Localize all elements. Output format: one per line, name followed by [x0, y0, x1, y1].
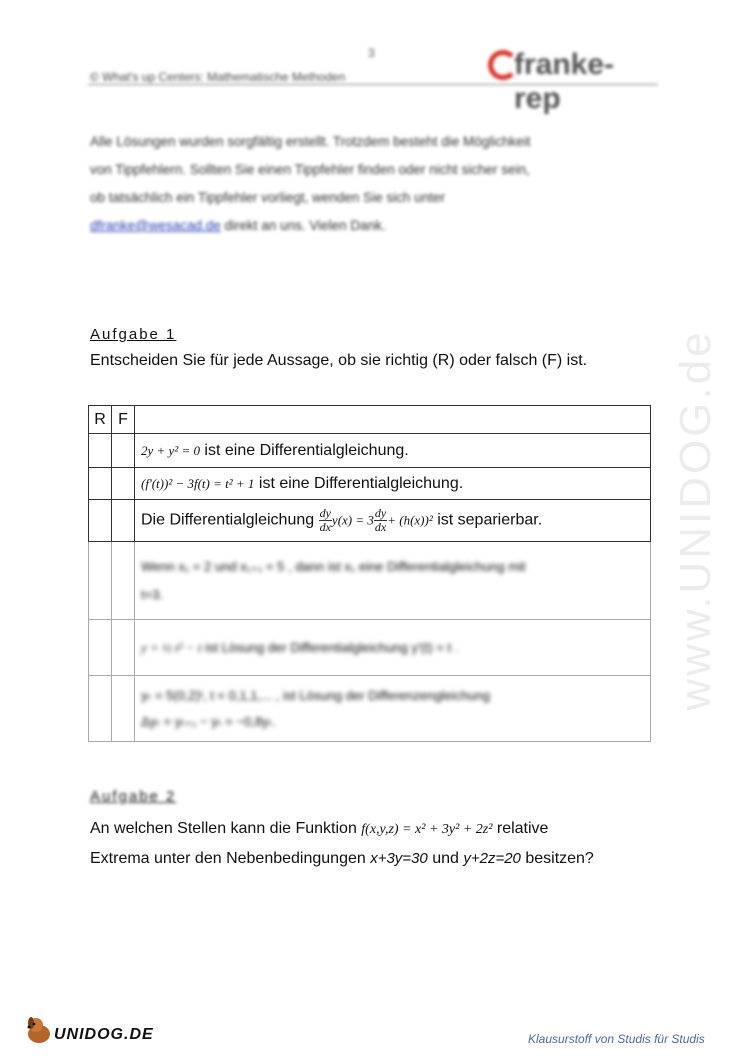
answer-cell-f[interactable] — [112, 434, 135, 468]
page-number: 3 — [368, 46, 375, 60]
intro-line: direkt an uns. Vielen Dank. — [220, 218, 386, 233]
table-row — [89, 542, 651, 620]
intro-line: ob tatsächlich ein Tippfehler vorliegt, wenden Sie sich unter — [90, 190, 445, 205]
task2-line2: Extrema unter den Nebenbedingungen x+3y=30 und y+2z=20 besitzen? — [90, 850, 594, 867]
answer-cell-r[interactable] — [89, 500, 112, 542]
statement-cell: 2y + y² = 0 ist eine Differentialgleichung. — [135, 434, 651, 468]
footer-brand: UNIDOG.DE — [54, 1026, 154, 1043]
statement-cell: y = ½ t² − t ist Lösung der Differentialgleichung y'(t) = t . — [135, 620, 651, 676]
header-r: R — [89, 406, 112, 434]
table-row — [89, 676, 651, 742]
table-row — [89, 434, 651, 468]
header-title: © What's up Centers: Mathematische Methoden — [90, 70, 346, 84]
answer-cell-r[interactable] — [89, 542, 112, 620]
answer-cell-r[interactable] — [89, 468, 112, 500]
answer-cell-r[interactable] — [89, 676, 112, 742]
statement-cell: yₜ = 5(0,2)ᵗ, t = 0,1,1,... , ist Lösung der Differenzengleichung Δyₜ = yₜ₊₁ − yₜ = −0,8yₜ. — [135, 676, 651, 742]
header-statement — [135, 406, 651, 434]
logo-text: franke-rep — [514, 48, 615, 115]
unidog-logo — [22, 1014, 152, 1050]
intro-paragraph — [90, 128, 660, 240]
franke-rep-logo — [488, 48, 658, 115]
answer-cell-r[interactable] — [89, 620, 112, 676]
task1-question: Entscheiden Sie für jede Aussage, ob sie richtig (R) oder falsch (F) ist. — [90, 352, 588, 369]
answer-cell-f[interactable] — [112, 500, 135, 542]
task1-heading: Aufgabe 1 — [90, 326, 177, 343]
answer-cell-f[interactable] — [112, 676, 135, 742]
intro-line: von Tippfehlern. Sollten Sie einen Tippfehler finden oder nicht sicher sein, — [90, 162, 530, 177]
table-row — [89, 468, 651, 500]
task2-line1: An welchen Stellen kann die Funktion f(x,y,z) = x² + 3y² + 2z² relative — [90, 820, 549, 837]
statements-table — [88, 405, 651, 742]
table-row — [89, 500, 651, 542]
watermark: www.UNIDOG.de — [671, 329, 720, 711]
task2-heading: Aufgabe 2 — [90, 788, 177, 805]
dog-icon — [22, 1014, 56, 1048]
answer-cell-f[interactable] — [112, 542, 135, 620]
answer-cell-f[interactable] — [112, 620, 135, 676]
answer-cell-r[interactable] — [89, 434, 112, 468]
table-row — [89, 620, 651, 676]
email-link[interactable]: dfranke@wesacad.de — [90, 218, 221, 233]
intro-line: Alle Lösungen wurden sorgfältig erstellt. Trotzdem besteht die Möglichkeit — [90, 134, 531, 149]
header-f: F — [112, 406, 135, 434]
statement-cell: Die Differentialgleichung $\frac{dy}{dx}$ y(x) = 3 $\frac{dy}{dx}$ + (h(x))² ist separierbar. — [135, 500, 651, 542]
answer-cell-f[interactable] — [112, 468, 135, 500]
footer-tagline: Klausurstoff von Studis für Studis — [528, 1032, 705, 1046]
statement-cell: Wenn x₁ = 2 und x₁₊₁ = 5 , dann ist x₁ eine Differentialgleichung mit t=3. — [135, 542, 651, 620]
statement-cell: (f'(t))² − 3f(t) = t² + 1 ist eine Differentialgleichung. — [135, 468, 651, 500]
